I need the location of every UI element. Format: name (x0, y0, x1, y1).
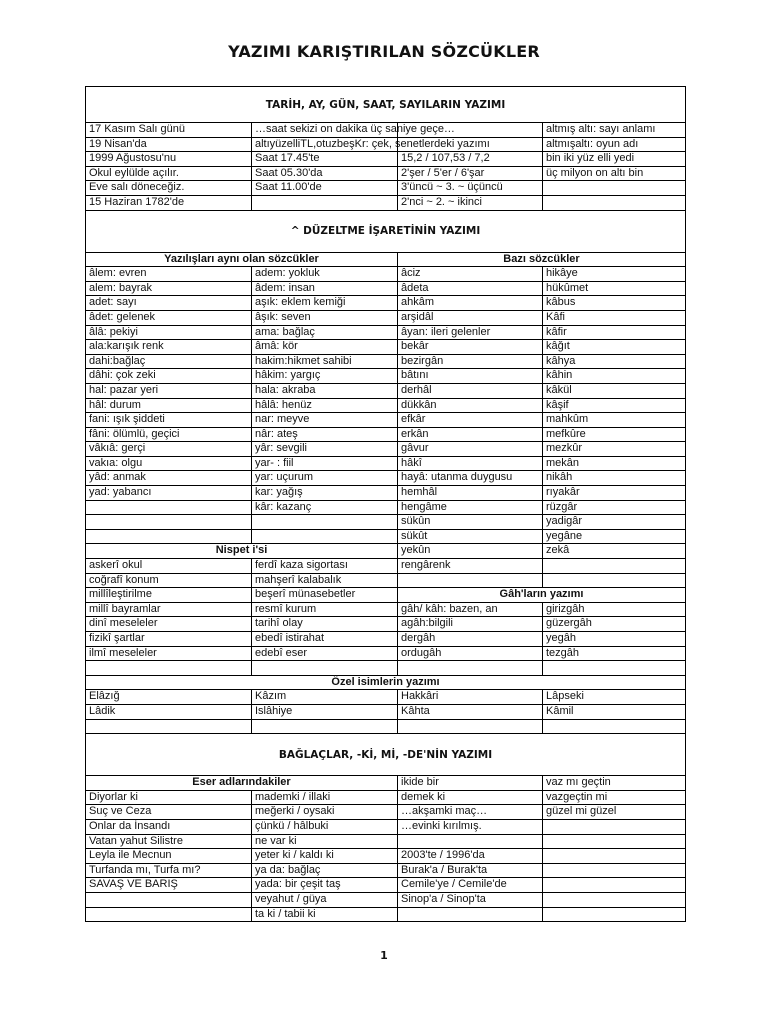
table-cell (542, 574, 685, 588)
table-row (86, 646, 685, 661)
table-cell: yeter ki / kaldı ki (251, 849, 397, 863)
table-cell: hükûmet (542, 282, 685, 296)
table-cell: Onlar da İnsandı (89, 819, 171, 832)
table-row (86, 689, 685, 704)
table-cell: kâğıt (542, 340, 685, 354)
table-cell: erkân (397, 428, 542, 442)
table-row (86, 775, 685, 790)
table-row (86, 819, 685, 834)
table-cell (397, 123, 542, 137)
table-cell (542, 720, 685, 734)
table-cell: yegâh (542, 632, 685, 646)
subheading-left: Yazılışları aynı olan sözcükler (164, 252, 319, 265)
table-cell: beşerî münasebetler (251, 588, 397, 602)
table-row (86, 558, 685, 573)
table-cell: Diyorlar ki (89, 790, 138, 803)
table-row (86, 383, 685, 398)
table-cell: dinî meseleler (89, 617, 158, 630)
table-cell: mezkûr (542, 442, 685, 456)
table-row (86, 660, 685, 675)
table-cell: hala: akraba (251, 384, 397, 398)
table-cell (251, 515, 397, 529)
table-cell: Hakkâri (397, 690, 542, 704)
table-row (86, 602, 685, 617)
table-cell: ferdî kaza sigortası (251, 559, 397, 573)
table-row (86, 137, 685, 152)
table-row (86, 339, 685, 354)
table-cell: vakıa: olgu (89, 456, 143, 469)
table-cell: altıyüzelliTL,otuzbeşKr: çek, senetlerdeki yazımı (251, 138, 397, 152)
table-cell: yekûn (397, 544, 542, 558)
table-row (86, 804, 685, 819)
table-cell: âmâ: kör (251, 340, 397, 354)
table-cell: mademki / illaki (251, 791, 397, 805)
table-cell: askerî okul (89, 559, 143, 572)
table-cell: 3'üncü ~ 3. ~ üçüncü (397, 181, 542, 195)
table-cell: sükût (397, 530, 542, 544)
table-cell (251, 720, 397, 734)
table-row (86, 180, 685, 195)
table-cell: Kâfi (542, 311, 685, 325)
table-cell: kâfir (542, 326, 685, 340)
table-cell (397, 908, 542, 922)
table-row (86, 427, 685, 442)
table-cell: ebedî istirahat (251, 632, 397, 646)
table-cell: dergâh (397, 632, 542, 646)
table-cell: Vatan yahut Silistre (89, 834, 183, 847)
table-row (86, 470, 685, 485)
table-cell: rıyakâr (542, 486, 685, 500)
table-row (86, 848, 685, 863)
table-cell: yada: bir çeşit taş (251, 878, 397, 892)
table-cell (542, 181, 685, 195)
table-cell: tarihî olay (251, 617, 397, 631)
table-cell: yâd: anmak (89, 471, 146, 484)
table-cell: gâh/ kâh: bazen, an (397, 603, 542, 617)
table-cell (251, 196, 397, 210)
table-cell: Turfanda mı, Turfa mı? (89, 863, 201, 876)
table-cell (397, 138, 542, 152)
table-cell (397, 661, 542, 675)
table-cell: ordugâh (397, 647, 542, 661)
table-cell: efkâr (397, 413, 542, 427)
table-cell: fani: ışık şiddeti (89, 413, 165, 426)
table-cell: sükûn (397, 515, 542, 529)
table-cell (86, 893, 251, 907)
table-cell: hâlâ: henüz (251, 399, 397, 413)
table-cell: Saat 05.30'da (251, 167, 397, 181)
table-cell: mekân (542, 457, 685, 471)
table-cell: Saat 11.00'de (251, 181, 397, 195)
table-cell (86, 530, 251, 544)
table-cell: Lâdik (89, 704, 116, 717)
table-cell: alem: bayrak (89, 281, 152, 294)
page-number: 1 (380, 949, 388, 962)
table-row (86, 398, 685, 413)
table-cell (542, 820, 685, 834)
table-cell: Burak'a / Burak'ta (397, 864, 542, 878)
table-cell: rüzgâr (542, 501, 685, 515)
table-row (86, 529, 685, 544)
table-cell: hemhâl (397, 486, 542, 500)
table-cell: 19 Nisan'da (89, 137, 147, 150)
table-row (86, 368, 685, 383)
table-cell: aşık: eklem kemiği (251, 296, 397, 310)
table-row (86, 863, 685, 878)
table-cell: hâl: durum (89, 398, 141, 411)
table-cell: Suç ve Ceza (89, 805, 152, 818)
table-cell: âdeta (397, 282, 542, 296)
table-cell: kâbus (542, 296, 685, 310)
table-row (86, 834, 685, 849)
table-cell: ta ki / tabii ki (251, 908, 397, 922)
table-cell: âyan: ileri gelenler (397, 326, 542, 340)
table-cell: SAVAŞ VE BARIŞ (89, 878, 178, 891)
table-row (86, 412, 685, 427)
table-cell: bezirgân (397, 355, 542, 369)
table-cell: vaz mı geçtin (542, 776, 685, 790)
table-cell (397, 835, 542, 849)
table-cell (397, 574, 542, 588)
table-row (86, 310, 685, 325)
table-row (86, 354, 685, 369)
subheading-left: Nispet i'si (215, 544, 268, 557)
table-cell: 2'şer / 5'er / 6'şar (397, 167, 542, 181)
table-cell: dahi:bağlaç (89, 354, 146, 367)
table-row (86, 485, 685, 500)
table-cell: Saat 17.45'te (251, 152, 397, 166)
table-cell (86, 720, 251, 734)
table-cell: 1999 Ağustosu'nu (89, 152, 177, 165)
table-cell: âşık: seven (251, 311, 397, 325)
table-cell: yad: yabancı (89, 486, 152, 499)
table-cell: kâkül (542, 384, 685, 398)
table-cell: âlem: evren (89, 267, 147, 280)
table-cell: kâşif (542, 399, 685, 413)
table-cell: âciz (397, 267, 542, 281)
table-cell (86, 515, 251, 529)
table-cell: altmış altı: sayı anlamı (542, 123, 685, 137)
table-cell (86, 908, 251, 922)
table-row (86, 616, 685, 631)
table-cell: meğerki / oysaki (251, 805, 397, 819)
table-row (86, 500, 685, 515)
table-cell: ala:karışık renk (89, 340, 164, 353)
table-cell: Eve salı döneceğiz. (89, 181, 185, 194)
table-cell: nâr: ateş (251, 428, 397, 442)
table-cell (542, 864, 685, 878)
table-cell: gâvur (397, 442, 542, 456)
table-cell: ama: bağlaç (251, 326, 397, 340)
subheading-left: Eser adlarındakiler (192, 776, 291, 789)
table-cell (86, 501, 251, 515)
table-cell: yar- : fiil (251, 457, 397, 471)
table-row (86, 295, 685, 310)
table-row (86, 456, 685, 471)
table-row (86, 325, 685, 340)
table-row (86, 719, 685, 734)
table-cell: bekâr (397, 340, 542, 354)
table-row (86, 587, 685, 602)
table-cell: bâtını (397, 369, 542, 383)
table-row (86, 892, 685, 907)
table-cell: kâhya (542, 355, 685, 369)
table-cell: arşidâl (397, 311, 542, 325)
table-cell (542, 661, 685, 675)
table-row (86, 195, 685, 210)
section-heading: TARİH, AY, GÜN, SAAT, SAYILARIN YAZIMI (265, 98, 506, 111)
table-cell: yâr: sevgili (251, 442, 397, 456)
table-row (86, 790, 685, 805)
table-cell: zekâ (542, 544, 685, 558)
table-cell: âlâ: pekiyi (89, 325, 138, 338)
table-cell: mahkûm (542, 413, 685, 427)
table-cell: 15,2 / 107,53 / 7,2 (397, 152, 542, 166)
subheading-row (86, 675, 685, 690)
table-row (86, 514, 685, 529)
table-cell: fâni: ölümlü, geçici (89, 427, 180, 440)
table-cell: kâhin (542, 369, 685, 383)
table-cell: nikâh (542, 471, 685, 485)
table-cell: Cemile'ye / Cemile'de (397, 878, 542, 892)
table-cell: Elâzığ (89, 690, 120, 703)
table-cell: adet: sayı (89, 296, 137, 309)
table-cell: millî bayramlar (89, 602, 161, 615)
table-cell: agâh:bilgili (397, 617, 542, 631)
table-cell (542, 908, 685, 922)
table-row (86, 441, 685, 456)
table-cell: güzergâh (542, 617, 685, 631)
table-cell: ikide bir (397, 776, 542, 790)
table-cell: rengârenk (397, 559, 542, 573)
table-cell: dükkân (397, 399, 542, 413)
table-row (86, 573, 685, 588)
table-cell (542, 196, 685, 210)
table-cell: demek ki (397, 791, 542, 805)
table-cell: Leyla ile Mecnun (89, 849, 172, 862)
table-cell: kar: yağış (251, 486, 397, 500)
table-cell: tezgâh (542, 647, 685, 661)
spelling-table (85, 86, 686, 922)
table-row (86, 543, 685, 558)
page-title: YAZIMI KARIŞTIRILAN SÖZCÜKLER (228, 42, 540, 61)
table-cell: hengâme (397, 501, 542, 515)
table-cell: 2'nci ~ 2. ~ ikinci (397, 196, 542, 210)
table-cell: ne var ki (251, 835, 397, 849)
table-cell: bin iki yüz elli yedi (542, 152, 685, 166)
table-cell: âdet: gelenek (89, 310, 156, 323)
table-cell: güzel mi güzel (542, 805, 685, 819)
table-cell: yadigâr (542, 515, 685, 529)
table-cell: Lâpseki (542, 690, 685, 704)
table-cell: yar: uçurum (251, 471, 397, 485)
table-cell: hikâye (542, 267, 685, 281)
table-cell: …saat sekizi on dakika üç saniye geçe… (251, 123, 397, 137)
table-cell: kâr: kazanç (251, 501, 397, 515)
table-cell (542, 559, 685, 573)
table-cell: Kâmil (542, 705, 685, 719)
table-cell: ilmî meseleler (89, 646, 157, 659)
table-cell: 17 Kasım Salı günü (89, 123, 186, 135)
table-cell: Kâzım (251, 690, 397, 704)
table-row (86, 281, 685, 296)
table-cell: fizikî şartlar (89, 632, 145, 644)
table-cell: Okul eylülde açılır. (89, 166, 179, 179)
table-cell (542, 835, 685, 849)
table-cell: mefkûre (542, 428, 685, 442)
table-cell (542, 849, 685, 863)
table-row (86, 704, 685, 719)
table-cell (542, 893, 685, 907)
table-cell (251, 530, 397, 544)
table-row (86, 151, 685, 166)
subheading-full: Özel isimlerin yazımı (331, 675, 440, 688)
table-cell: vazgeçtin mi (542, 791, 685, 805)
table-cell (542, 878, 685, 892)
table-cell: 2003'te / 1996'da (397, 849, 542, 863)
table-cell: girizgâh (542, 603, 685, 617)
table-cell (251, 661, 397, 675)
table-row (86, 122, 685, 137)
table-cell (86, 661, 251, 675)
table-row (86, 877, 685, 892)
table-cell: …evinki kırılmış. (397, 820, 542, 834)
table-cell: hâkî (397, 457, 542, 471)
table-cell: Islâhiye (251, 705, 397, 719)
subheading-right: Bazı sözcükler (397, 253, 685, 267)
section-heading: BAĞLAÇLAR, -Kİ, Mİ, -DE'NİN YAZIMI (86, 733, 685, 775)
table-cell: hâkim: yargıç (251, 369, 397, 383)
table-cell: dâhi: çok zeki (89, 369, 156, 382)
section-heading: ^ DÜZELTME İŞARETİNİN YAZIMI (86, 210, 685, 252)
table-cell: üç milyon on altı bin (542, 167, 685, 181)
table-cell: edebî eser (251, 647, 397, 661)
table-cell: çünkü / hâlbuki (251, 820, 397, 834)
table-cell: yegâne (542, 530, 685, 544)
table-cell: ya da: bağlaç (251, 864, 397, 878)
table-cell: resmî kurum (251, 603, 397, 617)
table-cell: derhâl (397, 384, 542, 398)
table-cell: nar: meyve (251, 413, 397, 427)
table-cell (397, 720, 542, 734)
subheading-row (86, 252, 685, 267)
table-row (86, 166, 685, 181)
table-cell: hayâ: utanma duygusu (397, 471, 542, 485)
table-cell: veyahut / güya (251, 893, 397, 907)
table-row (86, 266, 685, 281)
table-cell: Kâhta (397, 705, 542, 719)
table-cell: hakim:hikmet sahibi (251, 355, 397, 369)
table-cell: …akşamki maç… (397, 805, 542, 819)
table-cell: vâkıâ: gerçi (89, 442, 146, 455)
table-row (86, 907, 685, 922)
subheading-right: Gâh'ların yazımı (397, 588, 685, 602)
table-cell: millîleştirilme (89, 588, 152, 601)
table-cell: mahşerî kalabalık (251, 574, 397, 588)
table-cell: âdem: insan (251, 282, 397, 296)
table-cell: hal: pazar yeri (89, 383, 159, 396)
table-cell: ahkâm (397, 296, 542, 310)
table-cell: 15 Haziran 1782'de (89, 195, 185, 208)
table-cell: Sinop'a / Sinop'ta (397, 893, 542, 907)
table-row (86, 631, 685, 646)
table-cell: coğrafî konum (89, 573, 159, 586)
table-cell: adem: yokluk (251, 267, 397, 281)
table-cell: altmışaltı: oyun adı (542, 138, 685, 152)
